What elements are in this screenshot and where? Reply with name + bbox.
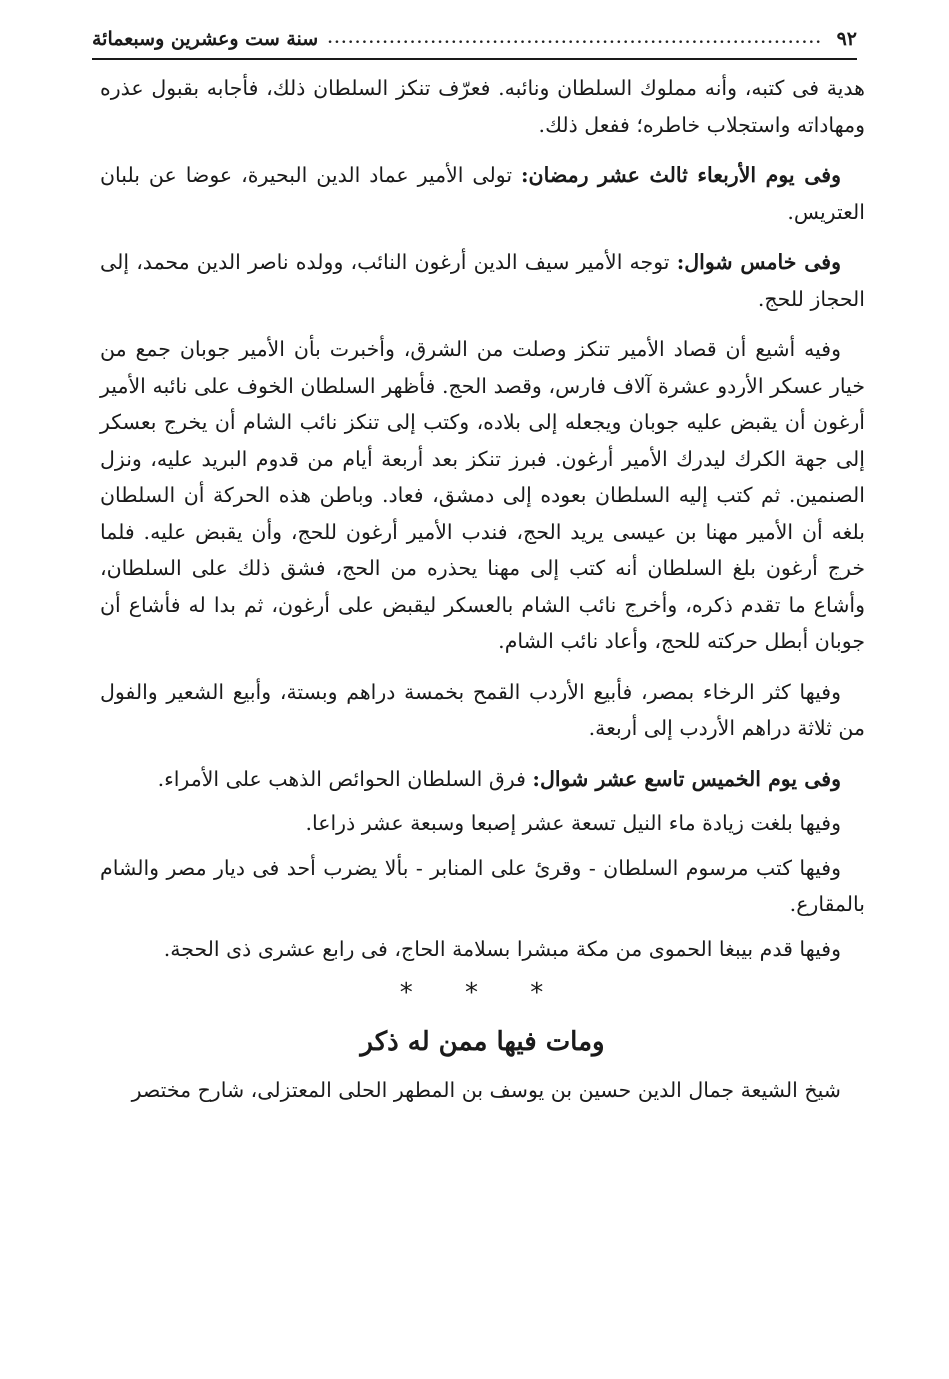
paragraph-ramadan: [100, 157, 865, 230]
paragraph-text: وفيه أشيع أن قصاد الأمير تنكز وصلت من الشرق، وأخبرت بأن الأمير جوبان جمع من خيار عسكر الأردو عشرة آلاف فارس، وقصد الحج. فأظهر السلطان الخوف على نائبه الأمير أرغون أن يقبض عليه جوبان ويجعله إلى بلاده، وكتب إلى تنكز نائب الشام أن يخرج بعسكر إلى جهة الكرك ليدرك الأمير أرغون. فبرز تنكز بعد أربعة أيام من قدوم البريد عليه، ونزل الصنمين. ثم كتب إليه السلطان بعوده إلى دمشق، فعاد. وباطن هذه الحركة أن السلطان بلغه أن الأمير مهنا بن عيسى يريد الحج، فندب الأمير أرغون للحج، وأن يقبض عليه. فلما خرج أرغون بلغ السلطان أنه كتب إلى مهنا يحذره من الحج، فشق ذلك على السلطان، وأشاع ما تقدم ذكره، وأخرج نائب الشام بالعسكر ليقبض على أرغون، ثم بدا له فأشاع أن جوبان أبطل حركته للحج، وأعاد نائب الشام.: [100, 337, 865, 653]
running-title: سنة ست وعشرين وسبعمائة: [92, 28, 319, 50]
paragraph-text: شيخ الشيعة جمال الدين حسين بن يوسف بن المطهر الحلى المعتزلى، شارح مختصر: [131, 1078, 841, 1102]
header-rule: [92, 58, 857, 60]
paragraph-decree: [100, 850, 865, 923]
paragraph-text: وفيها كتب مرسوم السلطان - وقرئ على المنابر - بألا يضرب أحد فى ديار مصر والشام بالمقارع.: [100, 855, 865, 916]
body-text: [100, 70, 865, 1123]
paragraph-lead: وفى خامس شوال:: [676, 250, 841, 274]
running-header: [92, 22, 857, 56]
page-number: ٩٢: [836, 28, 857, 50]
paragraph-tankiz: [100, 331, 865, 660]
paragraph-text: فرق السلطان الحوائص الذهب على الأمراء.: [157, 766, 533, 791]
paragraph-shawwal-5: [100, 244, 865, 317]
section-title: ومات فيها ممن له ذكر: [360, 1026, 605, 1057]
paragraph-text: وفيها بلغت زيادة ماء النيل تسعة عشر إصبعا وسبعة عشر ذراعا.: [305, 811, 841, 835]
paragraph-baybugha: [100, 931, 865, 968]
paragraph-lead: وفى يوم الخميس تاسع عشر شوال:: [532, 766, 841, 791]
paragraph-obituary: [100, 1072, 865, 1109]
paragraph-text: هدية فى كتبه، وأنه مملوك السلطان ونائبه. فعرّف تنكز السلطان ذلك، فأجابه بقبول عذره ومهاداته واستجلاب خاطره؛ ففعل ذلك.: [100, 76, 865, 137]
paragraph-text: وفيها كثر الرخاء بمصر، فأبيع الأردب القمح بخمسة دراهم وبستة، وأبيع الشعير والفول من ثلاثة دراهم الأردب إلى أربعة.: [100, 679, 865, 740]
header-dot-leader: [326, 31, 822, 47]
paragraph-text: تولى الأمير عماد الدين البحيرة، عوضا عن بلبان العتريس.: [100, 163, 865, 224]
paragraph-shawwal-19: [100, 761, 865, 798]
paragraph-continuation: [100, 70, 865, 143]
paragraph-prices: [100, 674, 865, 747]
paragraph-text: توجه الأمير سيف الدين أرغون النائب، وولده ناصر الدين محمد، إلى الحجاز للحج.: [100, 250, 865, 311]
paragraph-lead: وفى يوم الأربعاء ثالث عشر رمضان:: [520, 163, 841, 187]
paragraph-nile: [100, 805, 865, 842]
paragraph-text: وفيها قدم بيبغا الحموى من مكة مبشرا بسلامة الحاج، فى رابع عشرى ذى الحجة.: [163, 936, 841, 961]
section-separator: * * *: [399, 978, 566, 1008]
